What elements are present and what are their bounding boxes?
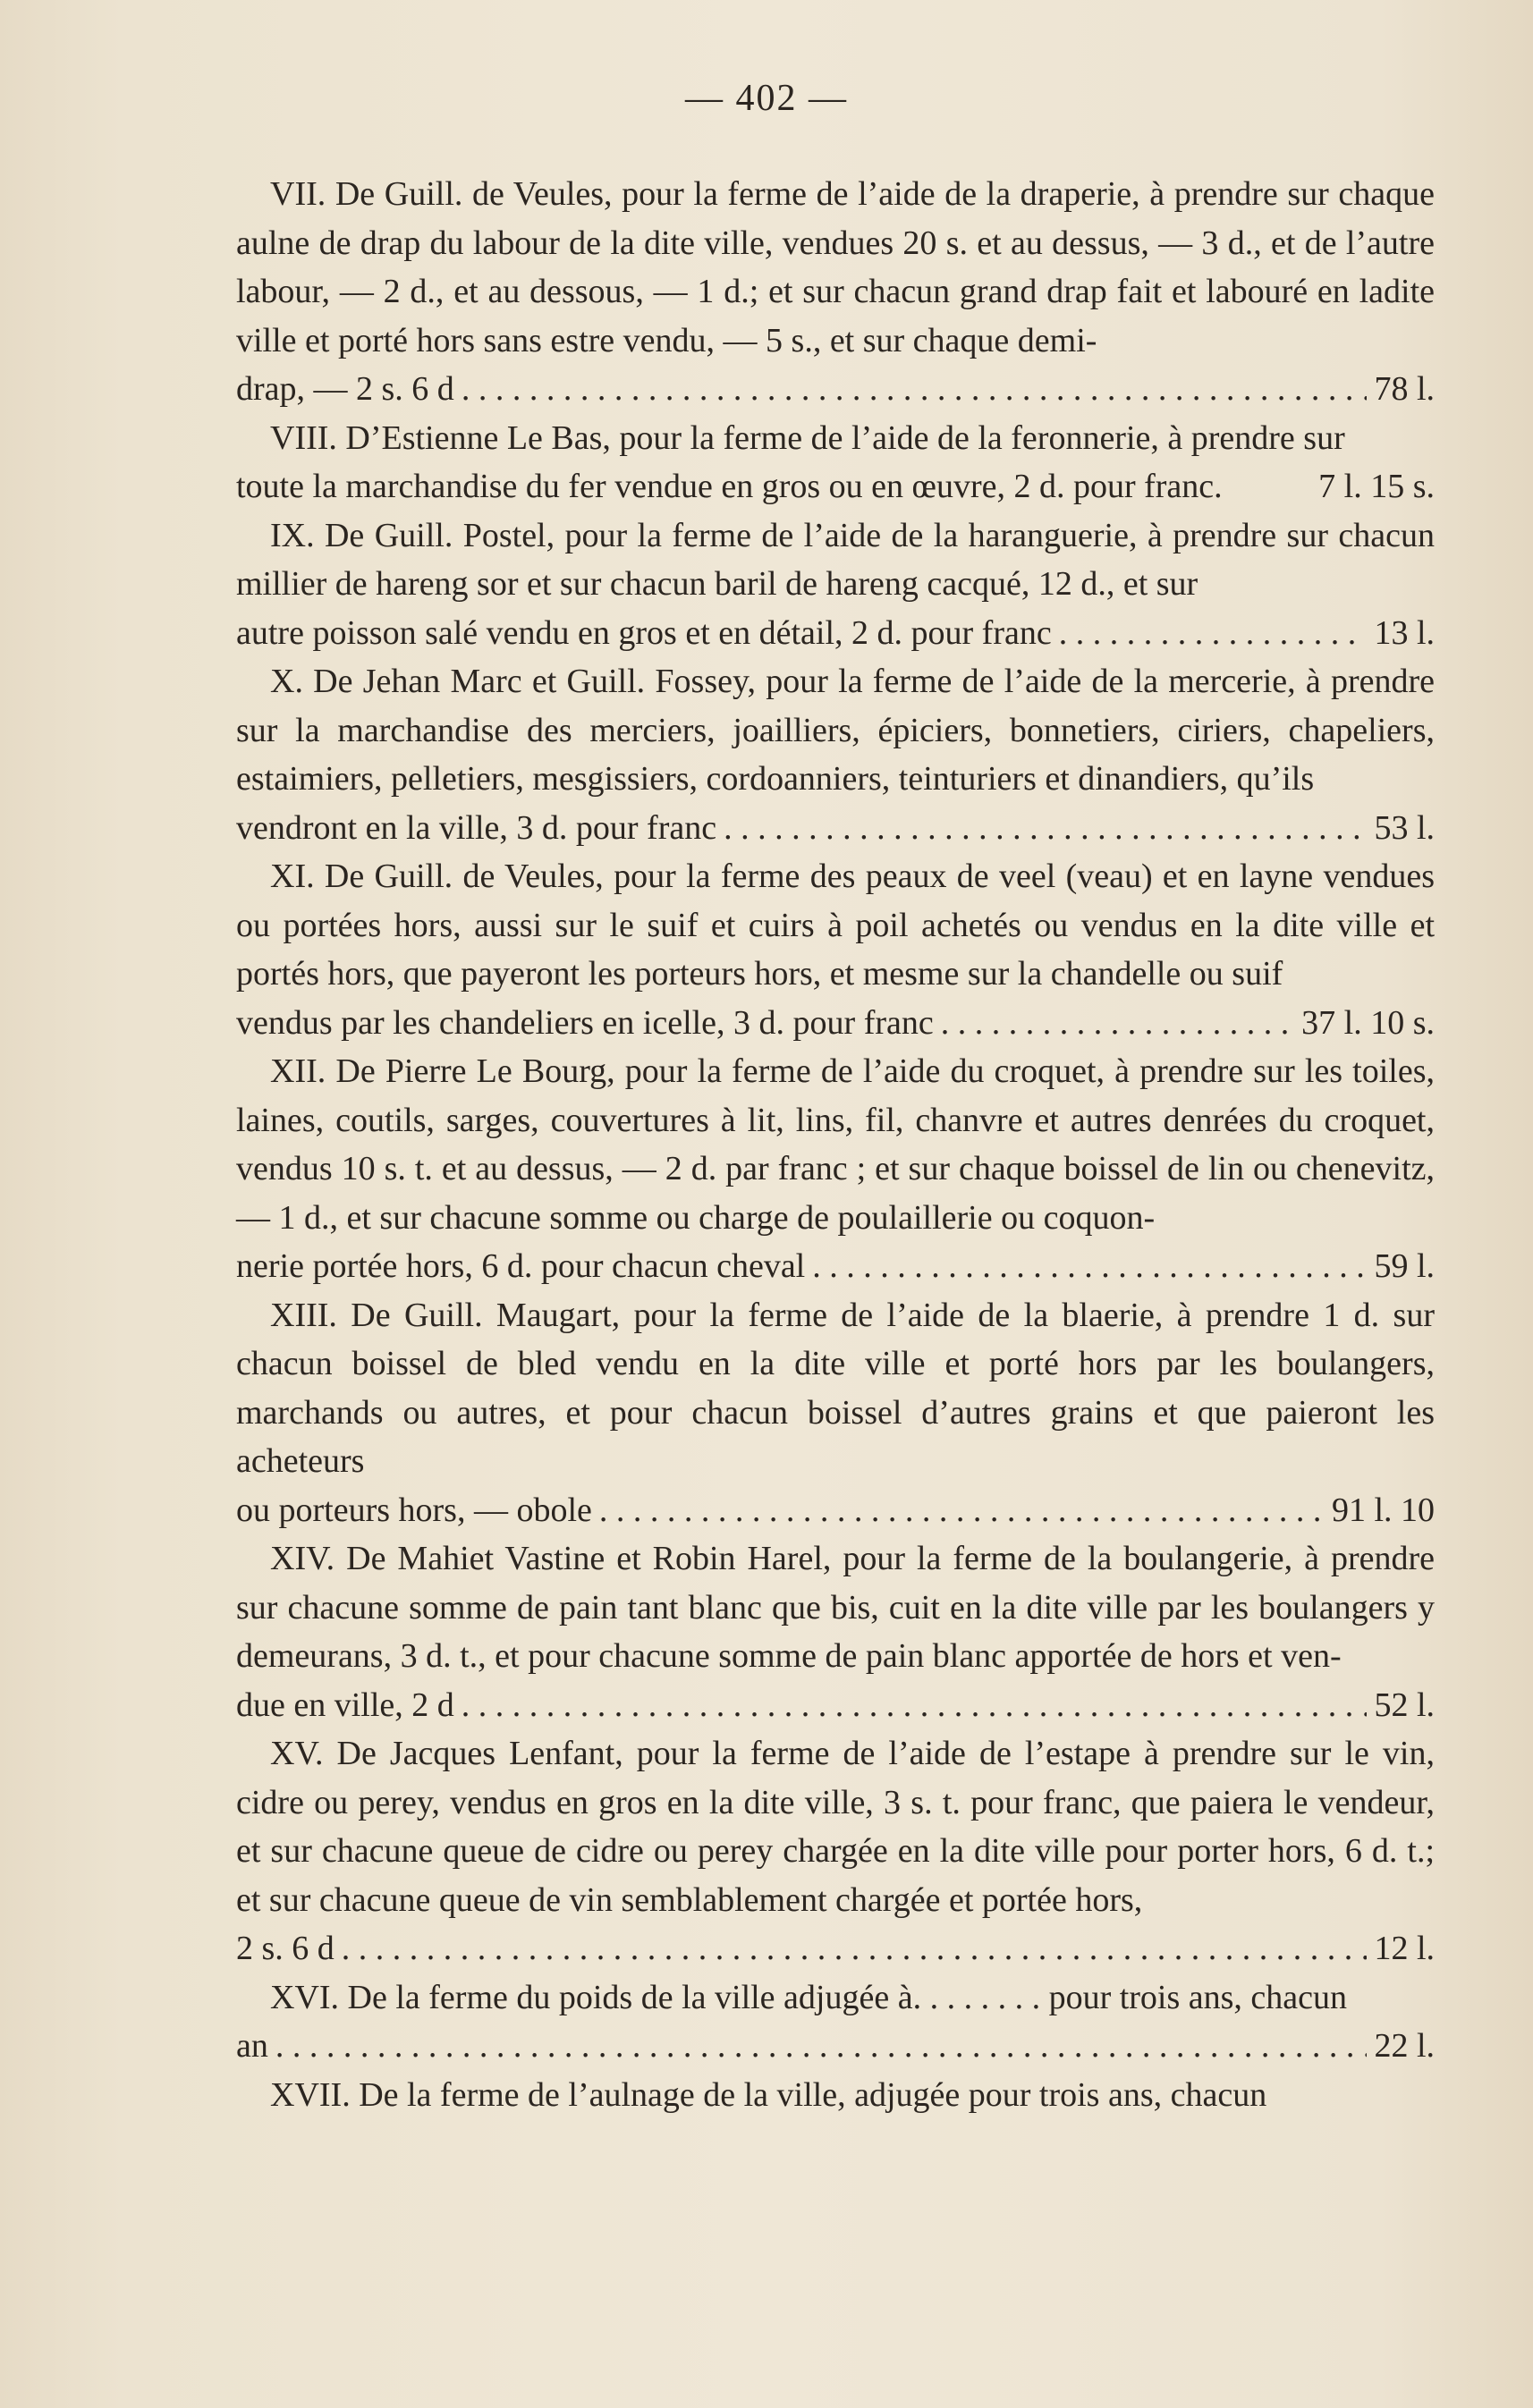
entry-amount: 7 l. 15 s. [1318,468,1435,505]
entry-amount: 53 l. [1374,808,1435,847]
entry-total-line [236,804,1435,853]
entry-amount: 37 l. 10 s. [1301,1003,1435,1042]
entry-amount: 59 l. [1374,1247,1435,1285]
entry-total-line [236,462,1435,511]
entry-text: XI. De Guill. de Veules, pour la ferme des peaux de veel (veau) et en layne vendues ou portées hors, aussi sur le suif et cuirs à poil achetés ou vendus en la dite ville et portés hors, que payeront les porteurs hors, et mesme sur la chandelle ou suif [236,858,1435,993]
entry-text: XV. De Jacques Lenfant, pour la ferme de l’aide de l’estape à prendre sur le vin, cidre ou perey, vendus en gros en la dite ville, 3 s. t. pour franc, que paiera le vendeur, et sur chacune queue de cidre ou perey chargée en la dite ville pour porter hors, 6 d. t.; et sur chacune queue de vin semblablement chargée et portée hors, [236,1735,1435,1919]
entry-total-line [236,365,1435,414]
entry-text: VII. De Guill. de Veules, pour la ferme de l’aide de la draperie, à prendre sur chaque aulne de drap du labour de la dite ville, vendues 20 s. et au dessus, — 3 d., et de l’autre labour, — 2 d., et au dessous, — 1 d.; et sur chacun grand drap fait et labouré en ladite ville et porté hors sans estre vendu, — 5 s., et sur chaque demi- [236,175,1435,359]
entry-total-line [236,1681,1435,1730]
dot-leader [812,1242,1367,1291]
entry-xi [236,852,1435,1047]
entry-last-words: due en ville, 2 d [236,1686,454,1724]
entry-text: XII. De Pierre Le Bourg, pour la ferme de l’aide du croquet, à prendre sur les toiles, laines, coutils, sarges, couvertures à lit, lins, fil, chanvre et autres denrées du croquet, vendus 10 s. t. et au dessus, — 2 d. par franc ; et sur chaque boissel de lin ou chenevitz, — 1 d., et sur chacune somme ou charge de poulaillerie ou coquon- [236,1052,1435,1237]
entry-amount: 78 l. [1374,370,1435,408]
entry-text: X. De Jehan Marc et Guill. Fossey, pour la ferme de l’aide de la mercerie, à prendre sur la marchandise des merciers, joailliers, épiciers, bonnetiers, ciriers, chapeliers, estaimiers, pelletiers, mesgissiers, cordoanniers, teinturiers et dinandiers, qu’ils [236,663,1435,798]
entry-last-words: an [236,2027,268,2065]
entry-amount: 52 l. [1374,1686,1435,1724]
entry-last-words: vendus par les chandeliers en icelle, 3 d. pour franc [236,1003,934,1042]
entry-x [236,657,1435,852]
entry-ix [236,511,1435,658]
entry-amount: 13 l. [1374,613,1435,652]
entry-amount: 12 l. [1374,1930,1435,1967]
entry-text: XIV. De Mahiet Vastine et Robin Harel, pour la ferme de la boulangerie, à prendre sur chacune somme de pain tant blanc que bis, cuit en la dite ville par les boulangers y demeurans, 3 d. t., et pour chacune somme de pain blanc apportée de hors et ven- [236,1540,1435,1675]
entry-last-words: drap, — 2 s. 6 d [236,370,454,408]
entry-text: VIII. D’Estienne Le Bas, pour la ferme de l’aide de la feronnerie, à prendre sur [270,418,1345,457]
dot-leader [342,1924,1368,1973]
entry-last-words: autre poisson salé vendu en gros et en détail, 2 d. pour franc [236,613,1052,652]
entry-last-words: vendront en la ville, 3 d. pour franc [236,808,717,847]
entry-total-line [236,1924,1435,1973]
dot-leader [1059,609,1368,658]
dot-leader [462,1681,1368,1730]
entry-total-line [236,1486,1435,1535]
entry-last-words: ou porteurs hors, — obole [236,1491,592,1529]
dot-leader [275,2022,1368,2071]
entry-xvii-text: XVII. De la ferme de l’aulnage de la ville, adjugée pour trois ans, chacun [270,2075,1267,2114]
entry-total-line [236,1242,1435,1291]
entry-viii [236,414,1435,511]
entry-amount: 91 l. 10 [1331,1491,1435,1529]
entry-xiv [236,1534,1435,1729]
entry-last-words: toute la marchandise du fer vendue en gros ou en œuvre, 2 d. pour franc. [236,468,1223,505]
entry-amount: 22 l. [1374,2027,1435,2065]
dot-leader [724,804,1367,853]
entry-total-line [236,609,1435,658]
dot-leader [599,1486,1325,1535]
entry-xv [236,1729,1435,1973]
entry-text: XIII. De Guill. Maugart, pour la ferme de l’aide de la blaerie, à prendre 1 d. sur chacun boissel de bled vendu en la dite ville et porté hors par les boulangers, marchands ou autres, et pour chacun boissel d’autres grains et que paieront les acheteurs [236,1296,1435,1480]
entry-xvi [236,1973,1435,2071]
entry-total-line [236,2022,1435,2071]
document-body [236,170,1435,2119]
entry-last-words: nerie portée hors, 6 d. pour chacun cheval [236,1247,806,1285]
entry-xii [236,1047,1435,1291]
entry-xiii [236,1291,1435,1535]
dot-leader [941,999,1294,1048]
entry-total-line [236,999,1435,1048]
page-number: — 402 — [685,78,848,119]
entry-last-words: 2 s. 6 d [236,1930,335,1967]
entry-text: XVI. De la ferme du poids de la ville adjugée à. . . . . . . . pour trois ans, chacun [270,1978,1348,2016]
entry-vii [236,170,1435,414]
dot-leader [462,365,1368,414]
entry-text: IX. De Guill. Postel, pour la ferme de l’aide de la haranguerie, à prendre sur chacun millier de hareng sor et sur chacun baril de hareng cacqué, 12 d., et sur [236,516,1435,603]
